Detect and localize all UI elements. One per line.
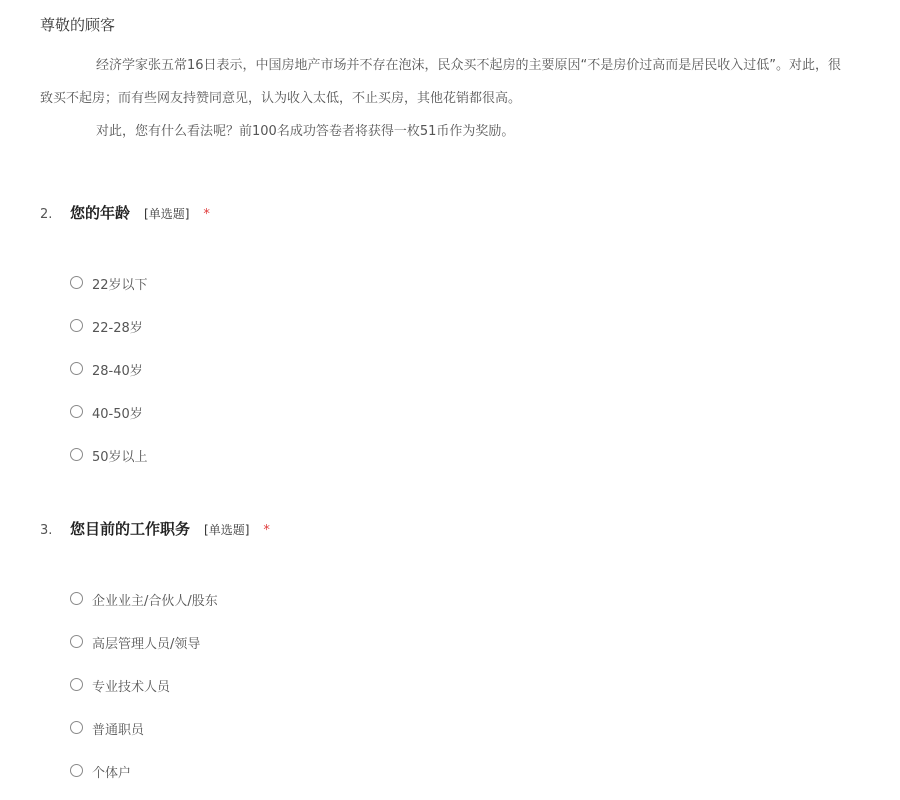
greeting-title: 尊敬的顾客 xyxy=(40,16,116,34)
option-list xyxy=(40,588,900,782)
radio-button[interactable] xyxy=(70,362,83,375)
question-type-label: [单选题] xyxy=(144,207,190,221)
option-label[interactable]: 企业业主/合伙人/股东 xyxy=(92,593,218,609)
option-self-employed[interactable] xyxy=(70,760,900,782)
option-label[interactable]: 22-28岁 xyxy=(92,320,143,336)
question-number: 3. xyxy=(40,523,53,538)
survey-intro xyxy=(40,56,900,142)
option-business-owner[interactable] xyxy=(70,588,900,610)
option-label[interactable]: 高层管理人员/领导 xyxy=(92,636,201,652)
option-age-28-40[interactable] xyxy=(70,358,900,380)
option-label[interactable]: 50岁以上 xyxy=(92,449,148,465)
question-title: 您的年龄 xyxy=(70,204,131,222)
question-type-label: [单选题] xyxy=(204,523,250,537)
radio-button[interactable] xyxy=(70,721,83,734)
required-asterisk: * xyxy=(203,207,210,222)
option-senior-manager[interactable] xyxy=(70,631,900,653)
radio-button[interactable] xyxy=(70,405,83,418)
option-label[interactable]: 个体户 xyxy=(92,765,132,781)
option-age-under-22[interactable] xyxy=(70,272,900,294)
question-job-position xyxy=(40,518,900,800)
option-list xyxy=(40,272,900,466)
question-header xyxy=(40,518,900,540)
radio-button[interactable] xyxy=(70,448,83,461)
question-number: 2. xyxy=(40,207,53,222)
intro-paragraph-3: 对此，您有什么看法呢？前100名成功答卷者将获得一枚51币作为奖励。 xyxy=(96,124,515,139)
required-asterisk: * xyxy=(263,523,270,538)
radio-button[interactable] xyxy=(70,764,83,777)
radio-button[interactable] xyxy=(70,319,83,332)
radio-button[interactable] xyxy=(70,276,83,289)
radio-button[interactable] xyxy=(70,592,83,605)
option-staff[interactable] xyxy=(70,717,900,739)
option-age-40-50[interactable] xyxy=(70,401,900,423)
option-age-22-28[interactable] xyxy=(70,315,900,337)
radio-button[interactable] xyxy=(70,635,83,648)
option-label[interactable]: 专业技术人员 xyxy=(92,679,171,695)
question-age xyxy=(40,202,900,487)
option-label[interactable]: 普通职员 xyxy=(92,722,145,738)
option-professional[interactable] xyxy=(70,674,900,696)
intro-paragraph-2: 致买不起房；而有些网友持赞同意见，认为收入太低，不止买房，其他花销都很高。 xyxy=(40,91,522,106)
option-label[interactable]: 40-50岁 xyxy=(92,406,143,422)
intro-paragraph-1: 经济学家张五常16日表示，中国房地产市场并不存在泡沫，民众买不起房的主要原因“不是房价过高而是居民收入过低”。对此，很 xyxy=(96,58,842,73)
question-header xyxy=(40,202,900,224)
option-age-over-50[interactable] xyxy=(70,444,900,466)
question-title: 您目前的工作职务 xyxy=(70,520,191,538)
option-label[interactable]: 28-40岁 xyxy=(92,363,143,379)
radio-button[interactable] xyxy=(70,678,83,691)
option-label[interactable]: 22岁以下 xyxy=(92,277,148,293)
